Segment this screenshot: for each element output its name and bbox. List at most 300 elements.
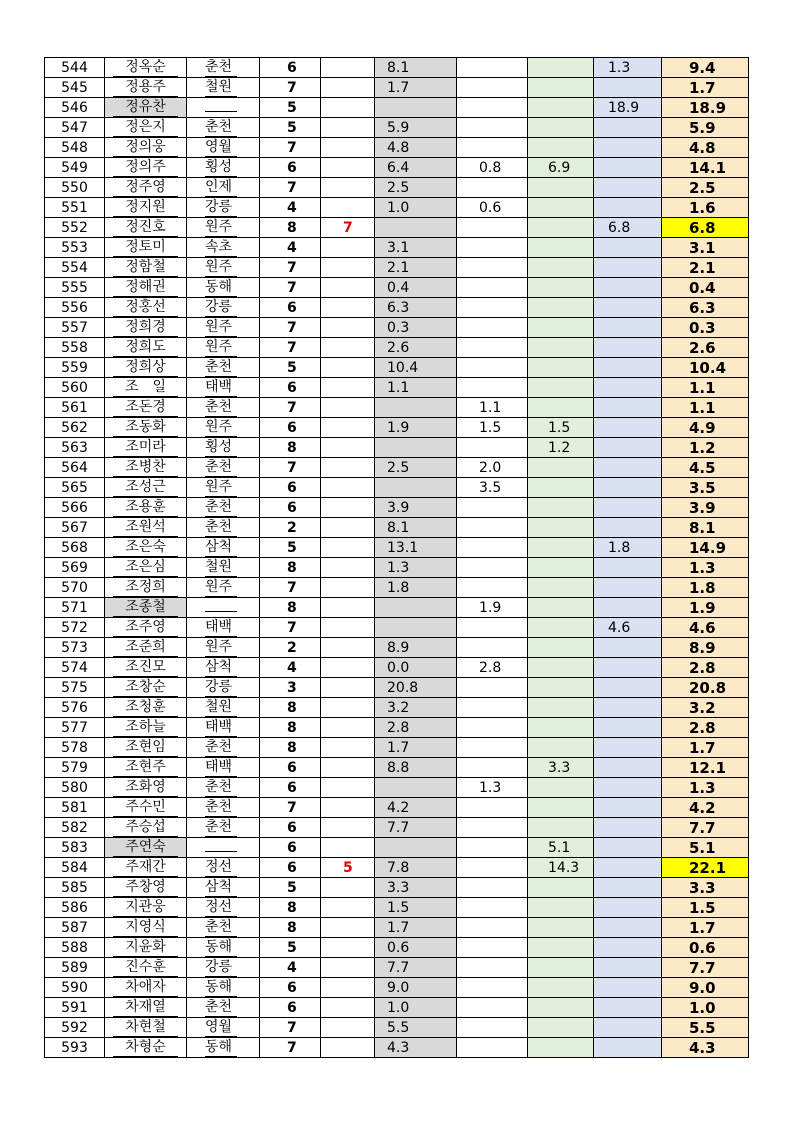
table-row bbox=[45, 258, 749, 278]
total-cell: 5.5 bbox=[662, 1018, 749, 1038]
row-number: 547 bbox=[45, 118, 105, 138]
score-b-cell bbox=[457, 638, 528, 658]
region-cell: 강릉 bbox=[187, 198, 260, 218]
total-cell: 10.4 bbox=[662, 358, 749, 378]
total-cell: 1.5 bbox=[662, 898, 749, 918]
row-number: 557 bbox=[45, 318, 105, 338]
score-a-cell bbox=[375, 598, 457, 618]
table-row bbox=[45, 938, 749, 958]
total-cell: 2.5 bbox=[662, 178, 749, 198]
row-number: 552 bbox=[45, 218, 105, 238]
score-c-cell bbox=[528, 998, 594, 1018]
level-cell: 8 bbox=[260, 438, 321, 458]
score-c-cell: 6.9 bbox=[528, 158, 594, 178]
level-cell: 8 bbox=[260, 718, 321, 738]
score-b-cell bbox=[457, 578, 528, 598]
table-row bbox=[45, 458, 749, 478]
score-c-cell bbox=[528, 798, 594, 818]
score-a-cell: 3.9 bbox=[375, 498, 457, 518]
name-cell: 정희상 bbox=[105, 358, 187, 378]
total-cell: 8.9 bbox=[662, 638, 749, 658]
score-d-cell bbox=[594, 878, 662, 898]
mark-cell bbox=[321, 938, 375, 958]
score-a-cell: 3.2 bbox=[375, 698, 457, 718]
total-cell: 5.1 bbox=[662, 838, 749, 858]
table-row bbox=[45, 698, 749, 718]
name-cell: 조진모 bbox=[105, 658, 187, 678]
score-d-cell bbox=[594, 818, 662, 838]
score-b-cell bbox=[457, 738, 528, 758]
level-cell: 5 bbox=[260, 538, 321, 558]
name-cell: 주승섭 bbox=[105, 818, 187, 838]
level-cell: 8 bbox=[260, 918, 321, 938]
row-number: 544 bbox=[45, 58, 105, 78]
score-a-cell: 2.5 bbox=[375, 458, 457, 478]
name-cell: 조돈경 bbox=[105, 398, 187, 418]
score-d-cell bbox=[594, 78, 662, 98]
name-cell: 진수훈 bbox=[105, 958, 187, 978]
table-row bbox=[45, 818, 749, 838]
table-row bbox=[45, 878, 749, 898]
total-cell: 14.1 bbox=[662, 158, 749, 178]
region-cell: 춘천 bbox=[187, 458, 260, 478]
name-cell: 조용훈 bbox=[105, 498, 187, 518]
score-a-cell: 4.8 bbox=[375, 138, 457, 158]
table-row bbox=[45, 278, 749, 298]
total-cell: 2.1 bbox=[662, 258, 749, 278]
level-cell: 5 bbox=[260, 98, 321, 118]
level-cell: 6 bbox=[260, 498, 321, 518]
region-cell: 태백 bbox=[187, 378, 260, 398]
mark-cell bbox=[321, 878, 375, 898]
region-cell: 동해 bbox=[187, 978, 260, 998]
score-b-cell bbox=[457, 278, 528, 298]
level-cell: 4 bbox=[260, 238, 321, 258]
region-cell: 춘천 bbox=[187, 778, 260, 798]
score-c-cell bbox=[528, 598, 594, 618]
score-b-cell bbox=[457, 558, 528, 578]
table-row bbox=[45, 838, 749, 858]
total-cell: 3.9 bbox=[662, 498, 749, 518]
total-cell: 1.0 bbox=[662, 998, 749, 1018]
score-c-cell bbox=[528, 718, 594, 738]
table-row bbox=[45, 358, 749, 378]
level-cell: 6 bbox=[260, 978, 321, 998]
score-d-cell bbox=[594, 338, 662, 358]
name-cell: 정해권 bbox=[105, 278, 187, 298]
score-d-cell bbox=[594, 418, 662, 438]
total-cell: 1.7 bbox=[662, 738, 749, 758]
score-b-cell bbox=[457, 138, 528, 158]
level-cell: 5 bbox=[260, 878, 321, 898]
score-a-cell: 2.1 bbox=[375, 258, 457, 278]
score-d-cell bbox=[594, 558, 662, 578]
score-d-cell bbox=[594, 458, 662, 478]
mark-cell bbox=[321, 518, 375, 538]
score-d-cell bbox=[594, 738, 662, 758]
score-b-cell: 1.5 bbox=[457, 418, 528, 438]
mark-cell bbox=[321, 498, 375, 518]
total-cell: 3.5 bbox=[662, 478, 749, 498]
row-number: 548 bbox=[45, 138, 105, 158]
score-c-cell bbox=[528, 638, 594, 658]
level-cell: 7 bbox=[260, 318, 321, 338]
score-a-cell: 7.8 bbox=[375, 858, 457, 878]
table-row bbox=[45, 898, 749, 918]
row-number: 592 bbox=[45, 1018, 105, 1038]
row-number: 550 bbox=[45, 178, 105, 198]
score-b-cell bbox=[457, 678, 528, 698]
score-c-cell bbox=[528, 898, 594, 918]
score-a-cell: 8.9 bbox=[375, 638, 457, 658]
row-number: 559 bbox=[45, 358, 105, 378]
total-cell: 2.8 bbox=[662, 658, 749, 678]
score-b-cell bbox=[457, 538, 528, 558]
total-cell: 1.3 bbox=[662, 778, 749, 798]
table-row bbox=[45, 298, 749, 318]
table-row bbox=[45, 438, 749, 458]
name-cell: 지관웅 bbox=[105, 898, 187, 918]
score-b-cell bbox=[457, 238, 528, 258]
mark-cell bbox=[321, 358, 375, 378]
score-a-cell: 7.7 bbox=[375, 958, 457, 978]
level-cell: 7 bbox=[260, 1018, 321, 1038]
score-c-cell bbox=[528, 698, 594, 718]
name-cell: 정의주 bbox=[105, 158, 187, 178]
score-b-cell bbox=[457, 1018, 528, 1038]
mark-cell bbox=[321, 98, 375, 118]
mark-cell bbox=[321, 78, 375, 98]
score-a-cell bbox=[375, 218, 457, 238]
mark-cell bbox=[321, 398, 375, 418]
score-a-cell: 0.6 bbox=[375, 938, 457, 958]
score-b-cell bbox=[457, 298, 528, 318]
region-cell: 강릉 bbox=[187, 678, 260, 698]
table-row bbox=[45, 138, 749, 158]
score-d-cell bbox=[594, 178, 662, 198]
table-row bbox=[45, 58, 749, 78]
row-number: 551 bbox=[45, 198, 105, 218]
name-cell: 정옥순 bbox=[105, 58, 187, 78]
region-cell: 삼척 bbox=[187, 658, 260, 678]
mark-cell bbox=[321, 278, 375, 298]
score-c-cell: 3.3 bbox=[528, 758, 594, 778]
score-d-cell bbox=[594, 898, 662, 918]
region-cell: 영월 bbox=[187, 138, 260, 158]
score-c-cell: 14.3 bbox=[528, 858, 594, 878]
score-c-cell bbox=[528, 378, 594, 398]
level-cell: 4 bbox=[260, 198, 321, 218]
mark-cell bbox=[321, 618, 375, 638]
row-number: 556 bbox=[45, 298, 105, 318]
score-a-cell: 20.8 bbox=[375, 678, 457, 698]
score-d-cell bbox=[594, 358, 662, 378]
score-b-cell bbox=[457, 1038, 528, 1058]
score-d-cell bbox=[594, 698, 662, 718]
score-c-cell bbox=[528, 118, 594, 138]
level-cell: 7 bbox=[260, 338, 321, 358]
name-cell: 차애자 bbox=[105, 978, 187, 998]
region-cell: 춘천 bbox=[187, 58, 260, 78]
mark-cell bbox=[321, 658, 375, 678]
level-cell: 8 bbox=[260, 558, 321, 578]
total-cell: 3.1 bbox=[662, 238, 749, 258]
region-cell: 원주 bbox=[187, 218, 260, 238]
level-cell: 7 bbox=[260, 618, 321, 638]
score-c-cell bbox=[528, 198, 594, 218]
mark-cell bbox=[321, 718, 375, 738]
score-c-cell bbox=[528, 1018, 594, 1038]
mark-cell bbox=[321, 758, 375, 778]
region-cell: 속초 bbox=[187, 238, 260, 258]
score-b-cell: 0.6 bbox=[457, 198, 528, 218]
score-b-cell bbox=[457, 958, 528, 978]
region-cell: 춘천 bbox=[187, 358, 260, 378]
row-number: 565 bbox=[45, 478, 105, 498]
total-cell: 1.1 bbox=[662, 398, 749, 418]
row-number: 568 bbox=[45, 538, 105, 558]
score-a-cell bbox=[375, 778, 457, 798]
region-cell: 정선 bbox=[187, 898, 260, 918]
table-row bbox=[45, 978, 749, 998]
region-cell: 정선 bbox=[187, 858, 260, 878]
row-number: 589 bbox=[45, 958, 105, 978]
score-a-cell: 1.1 bbox=[375, 378, 457, 398]
level-cell: 5 bbox=[260, 358, 321, 378]
name-cell: 정함철 bbox=[105, 258, 187, 278]
name-cell: 정은지 bbox=[105, 118, 187, 138]
score-c-cell: 5.1 bbox=[528, 838, 594, 858]
score-a-cell: 0.0 bbox=[375, 658, 457, 678]
row-number: 576 bbox=[45, 698, 105, 718]
score-d-cell bbox=[594, 438, 662, 458]
total-cell: 0.3 bbox=[662, 318, 749, 338]
region-cell: 춘천 bbox=[187, 918, 260, 938]
region-cell: 원주 bbox=[187, 338, 260, 358]
score-c-cell bbox=[528, 498, 594, 518]
score-d-cell bbox=[594, 1018, 662, 1038]
score-b-cell bbox=[457, 338, 528, 358]
region-cell: 원주 bbox=[187, 578, 260, 598]
name-cell: 조성근 bbox=[105, 478, 187, 498]
score-d-cell bbox=[594, 198, 662, 218]
score-d-cell bbox=[594, 718, 662, 738]
score-d-cell bbox=[594, 938, 662, 958]
region-cell bbox=[187, 838, 260, 858]
level-cell: 7 bbox=[260, 458, 321, 478]
score-c-cell bbox=[528, 258, 594, 278]
table-row bbox=[45, 338, 749, 358]
score-a-cell: 4.3 bbox=[375, 1038, 457, 1058]
level-cell: 7 bbox=[260, 798, 321, 818]
name-cell: 조은숙 bbox=[105, 538, 187, 558]
level-cell: 6 bbox=[260, 778, 321, 798]
row-number: 561 bbox=[45, 398, 105, 418]
row-number: 562 bbox=[45, 418, 105, 438]
score-b-cell: 1.1 bbox=[457, 398, 528, 418]
score-b-cell bbox=[457, 518, 528, 538]
score-b-cell bbox=[457, 438, 528, 458]
mark-cell bbox=[321, 998, 375, 1018]
name-cell: 정희도 bbox=[105, 338, 187, 358]
level-cell: 7 bbox=[260, 278, 321, 298]
row-number: 553 bbox=[45, 238, 105, 258]
name-cell: 정유찬 bbox=[105, 98, 187, 118]
total-cell: 4.9 bbox=[662, 418, 749, 438]
total-cell: 1.9 bbox=[662, 598, 749, 618]
level-cell: 6 bbox=[260, 158, 321, 178]
score-c-cell bbox=[528, 398, 594, 418]
level-cell: 5 bbox=[260, 118, 321, 138]
score-a-cell: 1.8 bbox=[375, 578, 457, 598]
score-b-cell bbox=[457, 218, 528, 238]
score-a-cell: 5.9 bbox=[375, 118, 457, 138]
score-d-cell bbox=[594, 138, 662, 158]
score-b-cell bbox=[457, 978, 528, 998]
score-c-cell bbox=[528, 78, 594, 98]
name-cell: 지윤화 bbox=[105, 938, 187, 958]
total-cell: 1.1 bbox=[662, 378, 749, 398]
score-c-cell bbox=[528, 938, 594, 958]
score-b-cell bbox=[457, 818, 528, 838]
score-d-cell bbox=[594, 638, 662, 658]
score-d-cell bbox=[594, 498, 662, 518]
score-d-cell: 1.3 bbox=[594, 58, 662, 78]
name-cell: 조하늘 bbox=[105, 718, 187, 738]
mark-cell bbox=[321, 458, 375, 478]
row-number: 593 bbox=[45, 1038, 105, 1058]
level-cell: 7 bbox=[260, 138, 321, 158]
score-a-cell bbox=[375, 478, 457, 498]
mark-cell bbox=[321, 538, 375, 558]
table-row bbox=[45, 578, 749, 598]
row-number: 581 bbox=[45, 798, 105, 818]
level-cell: 8 bbox=[260, 898, 321, 918]
name-cell: 차재열 bbox=[105, 998, 187, 1018]
name-cell: 정지원 bbox=[105, 198, 187, 218]
row-number: 564 bbox=[45, 458, 105, 478]
name-cell: 차형순 bbox=[105, 1038, 187, 1058]
score-a-cell: 1.3 bbox=[375, 558, 457, 578]
name-cell: 주연숙 bbox=[105, 838, 187, 858]
row-number: 566 bbox=[45, 498, 105, 518]
region-cell: 춘천 bbox=[187, 118, 260, 138]
row-number: 582 bbox=[45, 818, 105, 838]
score-d-cell bbox=[594, 978, 662, 998]
table-row bbox=[45, 678, 749, 698]
table-row bbox=[45, 798, 749, 818]
score-d-cell bbox=[594, 518, 662, 538]
name-cell: 정용주 bbox=[105, 78, 187, 98]
score-d-cell bbox=[594, 658, 662, 678]
score-c-cell bbox=[528, 558, 594, 578]
level-cell: 8 bbox=[260, 738, 321, 758]
name-cell: 조동화 bbox=[105, 418, 187, 438]
region-cell: 횡성 bbox=[187, 438, 260, 458]
level-cell: 6 bbox=[260, 58, 321, 78]
total-cell: 4.5 bbox=[662, 458, 749, 478]
mark-cell bbox=[321, 678, 375, 698]
score-b-cell bbox=[457, 858, 528, 878]
score-a-cell: 1.7 bbox=[375, 918, 457, 938]
region-cell: 동해 bbox=[187, 938, 260, 958]
name-cell: 조청훈 bbox=[105, 698, 187, 718]
score-b-cell bbox=[457, 258, 528, 278]
table-row bbox=[45, 178, 749, 198]
score-b-cell bbox=[457, 998, 528, 1018]
score-b-cell bbox=[457, 118, 528, 138]
name-cell: 조화영 bbox=[105, 778, 187, 798]
region-cell: 태백 bbox=[187, 618, 260, 638]
region-cell: 춘천 bbox=[187, 738, 260, 758]
table-row bbox=[45, 738, 749, 758]
score-c-cell bbox=[528, 478, 594, 498]
mark-cell bbox=[321, 178, 375, 198]
row-number: 567 bbox=[45, 518, 105, 538]
score-table bbox=[44, 57, 749, 1058]
score-b-cell bbox=[457, 498, 528, 518]
total-cell: 4.6 bbox=[662, 618, 749, 638]
score-d-cell bbox=[594, 1038, 662, 1058]
row-number: 546 bbox=[45, 98, 105, 118]
table-row bbox=[45, 998, 749, 1018]
region-cell: 원주 bbox=[187, 418, 260, 438]
level-cell: 7 bbox=[260, 1038, 321, 1058]
level-cell: 2 bbox=[260, 638, 321, 658]
total-cell: 9.4 bbox=[662, 58, 749, 78]
score-c-cell bbox=[528, 318, 594, 338]
score-a-cell: 2.5 bbox=[375, 178, 457, 198]
table-row bbox=[45, 718, 749, 738]
total-cell: 18.9 bbox=[662, 98, 749, 118]
score-c-cell bbox=[528, 978, 594, 998]
score-d-cell bbox=[594, 378, 662, 398]
level-cell: 6 bbox=[260, 758, 321, 778]
total-cell: 12.1 bbox=[662, 758, 749, 778]
score-d-cell bbox=[594, 758, 662, 778]
score-a-cell: 8.1 bbox=[375, 58, 457, 78]
score-d-cell bbox=[594, 478, 662, 498]
name-cell: 조현임 bbox=[105, 738, 187, 758]
mark-cell bbox=[321, 818, 375, 838]
score-c-cell bbox=[528, 578, 594, 598]
score-b-cell bbox=[457, 878, 528, 898]
region-cell: 원주 bbox=[187, 478, 260, 498]
level-cell: 7 bbox=[260, 578, 321, 598]
region-cell: 태백 bbox=[187, 718, 260, 738]
row-number: 573 bbox=[45, 638, 105, 658]
score-a-cell: 10.4 bbox=[375, 358, 457, 378]
total-cell: 7.7 bbox=[662, 958, 749, 978]
region-cell: 강릉 bbox=[187, 298, 260, 318]
score-a-cell: 2.8 bbox=[375, 718, 457, 738]
name-cell: 조주영 bbox=[105, 618, 187, 638]
level-cell: 8 bbox=[260, 218, 321, 238]
total-cell: 8.1 bbox=[662, 518, 749, 538]
level-cell: 6 bbox=[260, 838, 321, 858]
mark-cell bbox=[321, 198, 375, 218]
score-d-cell bbox=[594, 278, 662, 298]
table-body bbox=[45, 58, 749, 1058]
score-d-cell bbox=[594, 398, 662, 418]
score-c-cell bbox=[528, 58, 594, 78]
name-cell: 정진호 bbox=[105, 218, 187, 238]
score-c-cell bbox=[528, 218, 594, 238]
total-cell: 0.6 bbox=[662, 938, 749, 958]
score-c-cell bbox=[528, 1038, 594, 1058]
table-row bbox=[45, 318, 749, 338]
name-cell: 조병찬 bbox=[105, 458, 187, 478]
